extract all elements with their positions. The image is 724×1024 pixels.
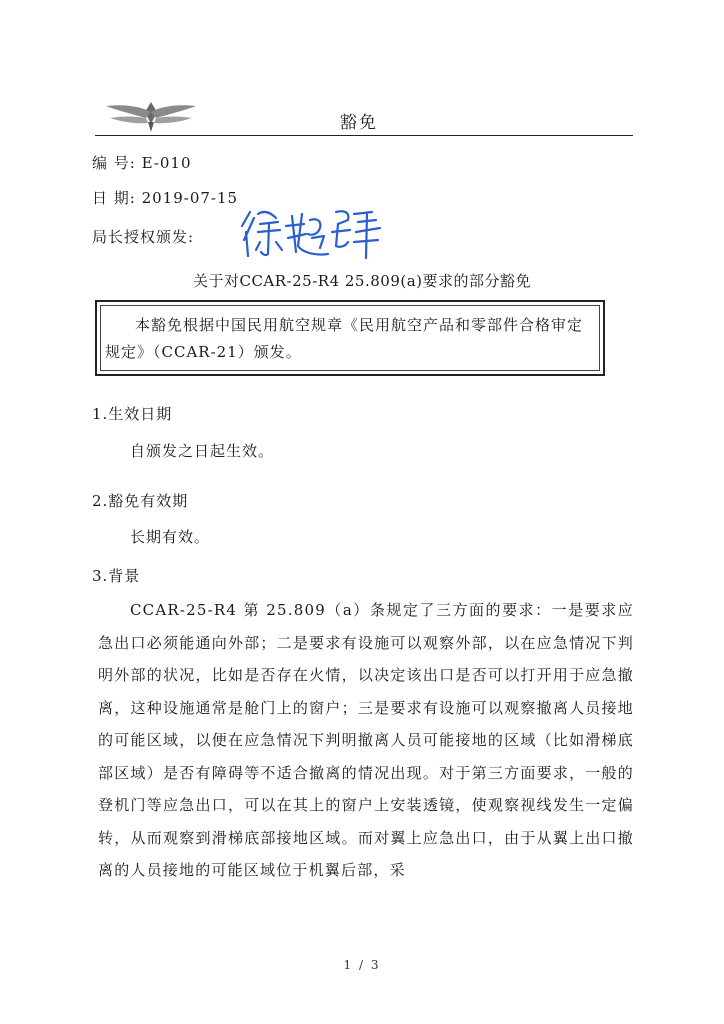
section-heading-background: 3.背景 xyxy=(92,567,141,585)
header-title: 豁免 xyxy=(340,113,378,133)
issuance-basis-text: 本豁免根据中国民用航空规章《民用航空产品和零部件合格审定规定》（CCAR-21）颁发。 xyxy=(105,316,584,361)
aviation-wings-logo-icon xyxy=(104,98,198,136)
document-number: 编 号: E-010 xyxy=(92,154,192,172)
issue-date: 日 期: 2019-07-15 xyxy=(92,189,239,207)
authorization-label: 局长授权颁发: xyxy=(92,228,195,246)
document-title: 关于对CCAR-25-R4 25.809(a)要求的部分豁免 xyxy=(192,272,532,290)
section-body-background: CCAR-25-R4 第 25.809（a）条规定了三方面的要求：一是要求应急出口必须能通向外部；二是要求有设施可以观察外部，以在应急情况下判明外部的状况，比如是否存在火情，以决定该出口是否可以打开用于应急撤离，这种设施通常是舱门上的窗户；三是要求有设施可以观察撤离人员接地的可能区域，以便在应急情况下判明撤离人员可能接地的区域（比如滑梯底部区域）是否有障碍等不适合撤离的情况出现。对于第三方面要求，一般的登机门等应急出口，可以在其上的窗户上安装透镜，使观察视线发生一定偏转，从而观察到滑梯底部接地区域。而对翼上应急出口，由于从翼上出口撤离的人员接地的可能区域位于机翼后部，采 xyxy=(98,601,634,879)
section-heading-effective-date: 1.生效日期 xyxy=(92,405,173,423)
page-number: 1 / 3 xyxy=(343,958,381,972)
section-body-validity-period: 长期有效。 xyxy=(130,528,211,546)
handwritten-signature xyxy=(236,202,384,262)
header-divider xyxy=(95,135,633,136)
section-body-effective-date: 自颁发之日起生效。 xyxy=(130,442,275,460)
issuance-basis-box xyxy=(95,300,605,376)
section-heading-validity-period: 2.豁免有效期 xyxy=(92,492,189,510)
